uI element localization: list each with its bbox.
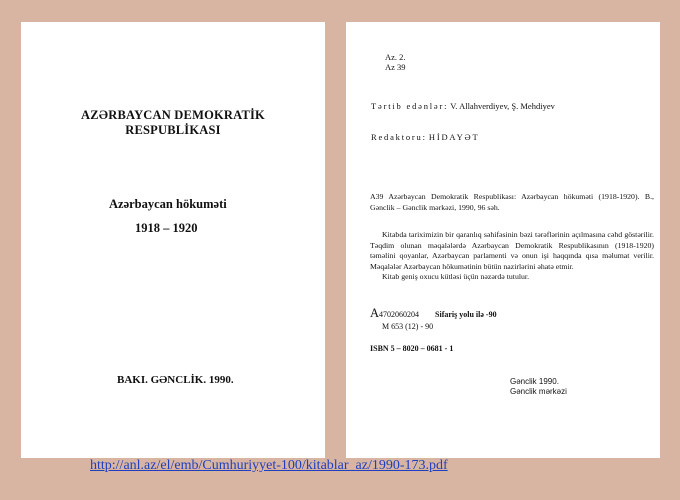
- summary-paragraph: Kitabda tariximizin bir qaranlıq səhifəsinin bəzi tərəflərinin açılmasına cəhd göstərilir. Təqdim olunan məqalələrdə Azərbaycan Demokratik Respublikasının (1918-1920) təməlini qoyanlar, Azərbaycan parlamenti və onun işi haqqında qısa məlumat verilir. Məqalələr Azərbaycan hökumətinin bütün nazirlərini əhatə etmir.: [370, 230, 654, 271]
- classification-line-1: Az. 2.: [385, 52, 406, 62]
- classification-codes: [385, 52, 406, 72]
- order-note: Sifariş yolu ilə -90: [435, 310, 497, 319]
- editor-credit: [371, 132, 479, 142]
- cover-subtitle: Azərbaycan hökuməti: [109, 197, 227, 211]
- compilers-credit: [371, 101, 555, 111]
- source-link[interactable]: http://anl.az/el/emb/Cumhuriyyet-100/kitablar_az/1990-173.pdf: [90, 458, 448, 473]
- imprint-page: [346, 22, 660, 458]
- publication-code: [370, 307, 419, 321]
- catalog-entry: [370, 192, 654, 213]
- catalog-entry-text: A39 Azərbaycan Demokratik Respublikası: Azərbaycan hökuməti (1918-1920). B., Gənclik – Gənclik mərkəzi, 1990, 96 səh.: [370, 192, 654, 212]
- code-prefix: A: [370, 306, 380, 320]
- editor-label: Redaktoru:: [371, 132, 427, 142]
- book-summary: [370, 230, 654, 283]
- m-code: M 653 (12) - 90: [382, 322, 434, 331]
- isbn: ISBN 5 – 8020 – 0681 - 1: [370, 344, 454, 353]
- publisher-footer: [510, 377, 567, 397]
- classification-line-2: Az 39: [385, 62, 406, 72]
- cover-title: [21, 108, 325, 138]
- summary-paragraph: Kitab geniş oxucu kütləsi üçün nəzərdə tutulur.: [382, 272, 530, 281]
- cover-years: 1918 – 1920: [135, 221, 198, 235]
- editor-name: HİDAYƏT: [428, 132, 480, 142]
- code-row: [370, 307, 497, 321]
- cover-page: [21, 22, 325, 458]
- compilers-names: V. Allahverdiyev, Ş. Mehdiyev: [450, 101, 555, 111]
- footer-publisher-year: Gənclik 1990.: [510, 377, 559, 386]
- code-number: 4702060204: [379, 310, 420, 319]
- cover-title-line-1: AZƏRBAYCAN DEMOKRATİK: [81, 108, 265, 122]
- footer-publisher-center: Gənclik mərkəzi: [510, 387, 567, 396]
- publication-codes: [370, 307, 497, 355]
- compilers-label: Tərtib edənlər:: [371, 101, 449, 111]
- cover-imprint: BAKI. GƏNCLİK. 1990.: [117, 374, 234, 386]
- cover-title-line-2: RESPUBLİKASI: [125, 123, 221, 137]
